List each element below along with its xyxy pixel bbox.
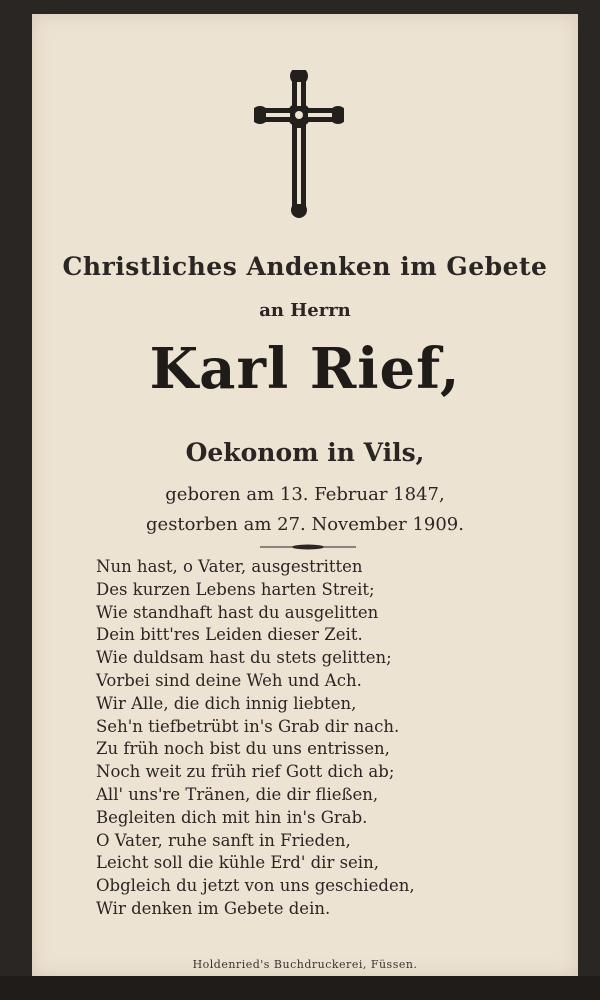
poem-line: Begleiten dich mit hin in's Grab.	[96, 807, 368, 827]
mourning-border	[0, 976, 600, 1000]
poem-line: O Vater, ruhe sanft in Frieden,	[96, 830, 351, 850]
printer-imprint: Holdenried's Buchdruckerei, Füssen.	[192, 958, 418, 971]
deceased-name: Karl Rief,	[149, 336, 461, 402]
poem-line: Wie standhaft hast du ausgelitten	[96, 602, 379, 622]
poem-line: Noch weit zu früh rief Gott dich ab;	[96, 762, 395, 782]
death-date-line: gestorben am 27. November 1909.	[146, 514, 464, 535]
poem-line: Vorbei sind deine Weh und Ach.	[96, 670, 362, 690]
card-heading: Christliches Andenken im Gebete	[62, 252, 548, 281]
poem-line: Nun hast, o Vater, ausgestritten	[96, 557, 363, 576]
poem-line: All' uns're Tränen, die dir fließen,	[96, 784, 379, 804]
poem-line: Leicht soll die kühle Erd' dir sein,	[96, 853, 379, 873]
birth-date-line: geboren am 13. Februar 1847,	[165, 484, 445, 505]
ornamental-divider	[260, 544, 356, 550]
poem-line: Zu früh noch bist du uns entrissen,	[96, 739, 390, 759]
poem-line: Des kurzen Lebens harten Streit;	[96, 579, 375, 599]
occupation-line: Oekonom in Vils,	[185, 438, 425, 467]
poem-line: Dein bitt'res Leiden dieser Zeit.	[96, 625, 363, 645]
memorial-poem	[96, 556, 546, 921]
poem-line: Wir Alle, die dich innig liebten,	[96, 693, 357, 713]
memorial-card	[32, 14, 578, 976]
poem-line: Wir denken im Gebete dein.	[96, 898, 331, 918]
poem-line: Seh'n tiefbetrübt in's Grab dir nach.	[96, 716, 400, 736]
addressee-line: an Herrn	[259, 300, 351, 321]
cross-icon	[254, 70, 344, 220]
poem-line: Obgleich du jetzt von uns geschieden,	[96, 876, 415, 896]
poem-line: Wie duldsam hast du stets gelitten;	[96, 648, 392, 668]
